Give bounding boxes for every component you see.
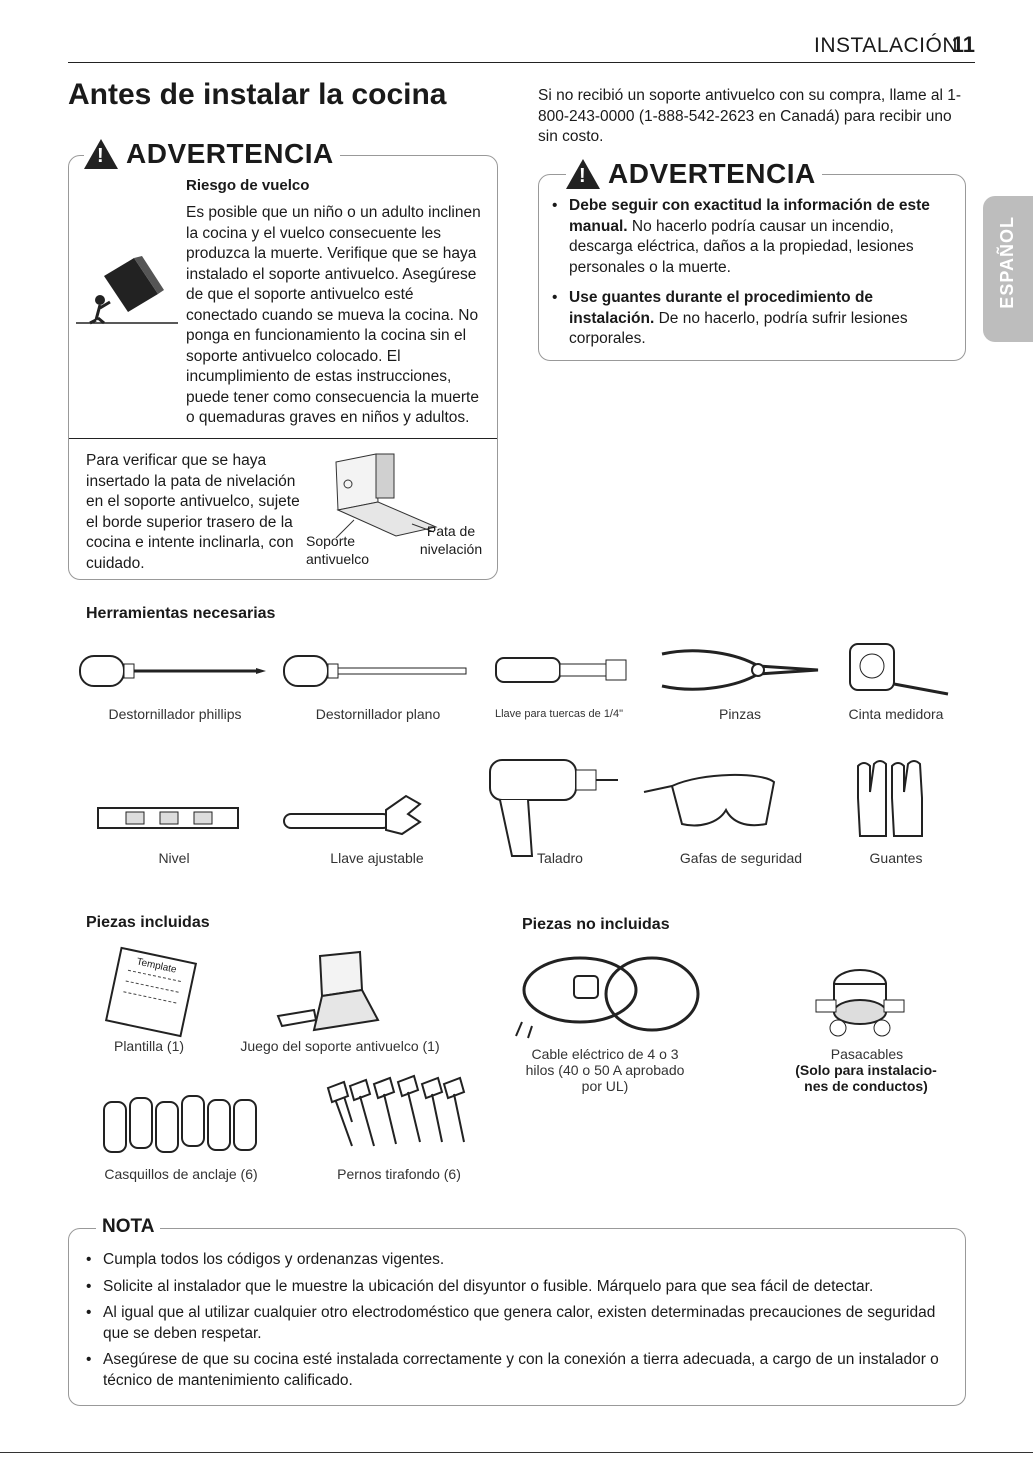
strain-relief-grommet-icon [812, 964, 908, 1042]
warning-heading-text: ADVERTENCIA [126, 138, 334, 169]
warning-body: Es posible que un niño o un adulto inclinen la cocina y el vuelco consecuente les produzca la muerte. Verifique que se haya instalado el soporte antivuelco. Asegúrese de que el soporte antivuelco esté conectado cuando se mueva la cocina. No ponga en funcionamiento la cocina sin el soporte antivuelco colocado. El incumplimiento de estas instrucciones, puede tener como consecuencia la muerte o quemaduras graves en niños y adultos. [186, 204, 481, 426]
note-heading: NOTA [96, 1216, 160, 1238]
tool-label: Pinzas [718, 706, 762, 722]
tool-label: Llave para tuercas de 1/4" [494, 708, 624, 720]
note-item: • Cumpla todos los códigos y ordenanzas vigentes. [86, 1250, 946, 1271]
language-tab: ESPAÑOL [983, 196, 1033, 342]
drill-icon [480, 752, 620, 862]
template-sheet-label: Template [135, 956, 178, 976]
pliers-icon [658, 644, 828, 698]
part-label: Juego del soporte antivuelco (1) [240, 1038, 440, 1054]
part-label: Casquillos de anclaje (6) [104, 1166, 258, 1182]
part-label: Pernos tirafondo (6) [337, 1166, 461, 1182]
warning-item: • Use guantes durante el procedimiento de instalación. De no hacerlo, podría sufrir lesiones corporales. [552, 288, 942, 350]
note-item: • Al igual que al utilizar cualquier otro electrodoméstico que genera calor, existen determinadas precauciones de seguridad que se deben respetar. [86, 1303, 946, 1344]
power-cord-icon [512, 946, 708, 1038]
tool-label: Gafas de seguridad [679, 850, 803, 866]
page-number: 11 [951, 32, 975, 57]
safety-goggles-icon [642, 772, 778, 832]
parts-not-included-heading: Piezas no incluidas [522, 916, 670, 933]
template-sheet-icon [105, 947, 197, 1038]
footer-rule [0, 1452, 1033, 1453]
tip-over-illustration-icon [74, 250, 184, 330]
grommet-label: Pasacables [830, 1046, 904, 1062]
power-cord-label: Cable eléctrico de 4 o 3 hilos (40 o 50 A aprobado por UL) [525, 1046, 685, 1094]
section-title: INSTALACIÓN [814, 34, 958, 57]
anchor-sleeves-icon [100, 1092, 260, 1154]
bracket-contact-info: Si no recibió un soporte antivuelco con su compra, llame al 1-800-243-0000 (1-888-542-2623 en Canadá) para recibir uno sin costo. [538, 87, 962, 145]
adjustable-wrench-icon [282, 790, 422, 838]
tool-label: Llave ajustable [330, 850, 424, 866]
warning-triangle-icon [566, 159, 600, 189]
tool-label: Destornillador plano [315, 706, 441, 722]
note-list [86, 1250, 946, 1391]
label-bracket: Soporte antivuelco [306, 533, 370, 567]
label-leveling-leg: Pata de nivelación [419, 523, 483, 557]
warning-divider [69, 438, 497, 439]
note-item: • Asegúrese de que su cocina esté instalada correctamente y con la conexión a tierra adecuada, a cargo de un instalador o técnico de mantenimiento calificado. [86, 1350, 946, 1391]
tool-label: Cinta medidora [848, 706, 944, 722]
general-warning-list [552, 196, 942, 350]
warning-subheading: Riesgo de vuelco [186, 177, 310, 194]
flat-screwdriver-icon [284, 652, 474, 692]
tape-measure-icon [848, 640, 958, 700]
grommet-note: (Solo para instalacio-nes de conductos) [795, 1062, 937, 1094]
warning-heading-left [84, 138, 340, 170]
tool-label: Guantes [869, 850, 923, 866]
warning-heading-right [566, 158, 822, 190]
level-icon [96, 804, 242, 832]
tool-label: Destornillador phillips [108, 706, 242, 722]
warning-heading-text: ADVERTENCIA [608, 158, 816, 189]
tools-heading: Herramientas necesarias [86, 605, 276, 622]
header-rule [68, 62, 975, 63]
warning-item: • Debe seguir con exactitud la información de este manual. No hacerlo podría causar un incendio, descarga eléctrica, daños a la propiedad, lesiones personales o la muerte. [552, 196, 942, 278]
lag-bolts-icon [326, 1076, 470, 1152]
part-label: Plantilla (1) [113, 1038, 185, 1054]
gloves-icon [852, 758, 928, 840]
warning-triangle-icon [84, 139, 118, 169]
parts-included-heading: Piezas incluidas [86, 914, 210, 931]
tool-label: Taladro [537, 850, 583, 866]
tool-label: Nivel [158, 850, 190, 866]
anti-tip-bracket-icon [274, 950, 384, 1032]
phillips-screwdriver-icon [80, 652, 270, 692]
note-item: • Solicite al instalador que le muestre la ubicación del disyuntor o fusible. Márquelo para que sea fácil de detectar. [86, 1277, 946, 1298]
page-title: Antes de instalar la cocina [68, 78, 447, 111]
nut-driver-icon [496, 656, 636, 686]
verify-instruction: Para verificar que se haya insertado la pata de nivelación en el soporte antivuelco, sujete el borde superior trasero de la cocina e intente inclinarla, con cuidado. [86, 452, 300, 572]
